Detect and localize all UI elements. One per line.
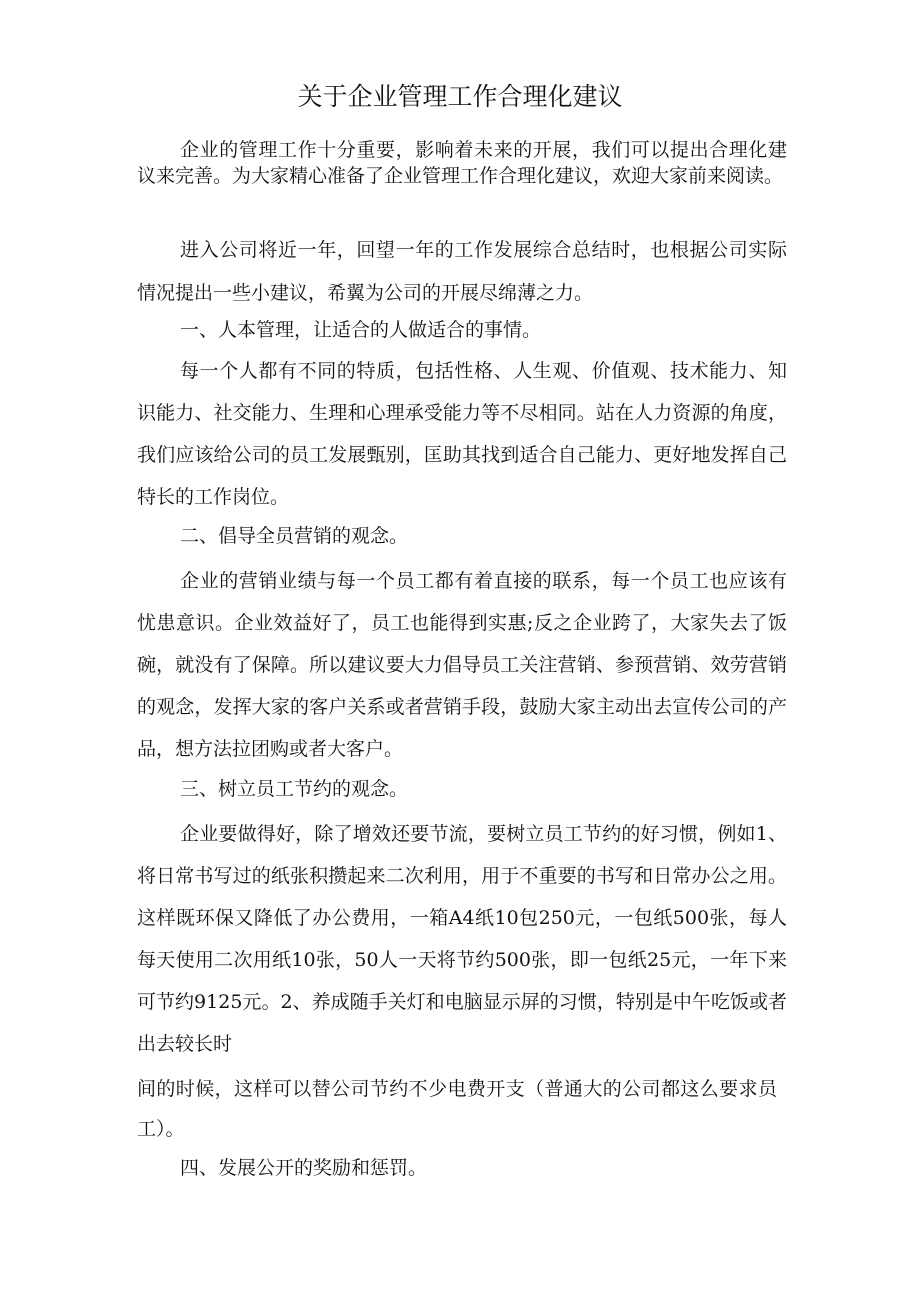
section-heading-2: 二、倡导全员营销的观念。 — [180, 525, 409, 547]
paragraph-4: 企业要做得好，除了增效还要节流，要树立员工节约的好习惯，例如1、将日常书写过的纸张积攒起来二次利用，用于不重要的书写和日常办公之用。这样既环保又降低了办公费用，一箱A4纸10包250元，一包纸500张，每人每天使用二次用纸10张，50人一天将节约500张，即一包纸25元，一年下来可节约9125元。2、养成随手关灯和电脑显示屏的习惯，特别是中午吃饭或者出去较长时 — [137, 823, 787, 1055]
paragraph-2: 每一个人都有不同的特质，包括性格、人生观、价值观、技术能力、知识能力、社交能力、生理和心理承受能力等不尽相同。站在人力资源的角度，我们应该给公司的员工发展甄别，匡助其找到适合自己能力、更好地发挥自己特长的工作岗位。 — [137, 360, 787, 508]
section-heading-1: 一、人本管理，让适合的人做适合的事情。 — [180, 319, 542, 341]
document-title: 关于企业管理工作合理化建议 — [297, 82, 623, 111]
intro-paragraph: 企业的管理工作十分重要，影响着未来的开展，我们可以提出合理化建议来完善。为大家精心准备了企业管理工作合理化建议，欢迎大家前来阅读。 — [137, 139, 787, 187]
paragraph-4-continued: 间的时候，这样可以替公司节约不少电费开支（普通大的公司都这么要求员工）。 — [137, 1078, 777, 1140]
section-heading-3: 三、树立员工节约的观念。 — [180, 778, 409, 800]
paragraph-3: 企业的营销业绩与每一个员工都有着直接的联系，每一个员工也应该有忧患意识。企业效益好了，员工也能得到实惠;反之企业跨了，大家失去了饭碗，就没有了保障。所以建议要大力倡导员工关注营销、参预营销、效劳营销的观念，发挥大家的客户关系或者营销手段，鼓励大家主动出去宣传公司的产品，想方法拉团购或者大客户。 — [137, 570, 787, 760]
paragraph-1: 进入公司将近一年，回望一年的工作发展综合总结时，也根据公司实际情况提出一些小建议，希翼为公司的开展尽绵薄之力。 — [137, 239, 787, 304]
section-heading-4: 四、发展公开的奖励和惩罚。 — [180, 1157, 428, 1179]
